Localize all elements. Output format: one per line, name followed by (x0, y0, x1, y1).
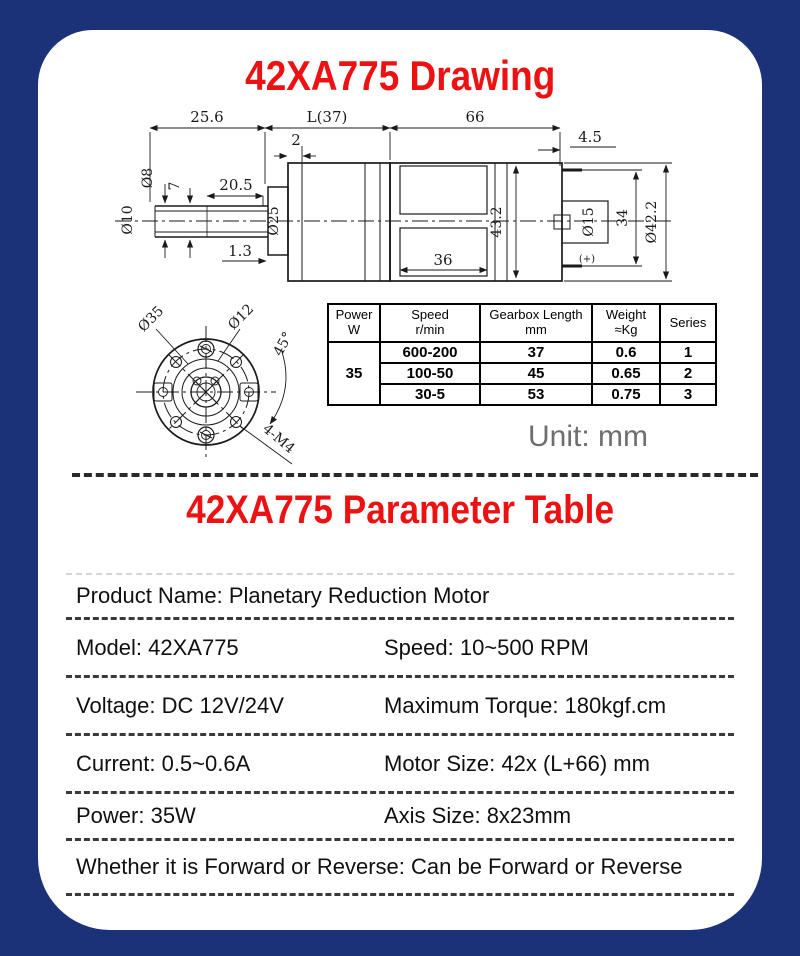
dim-34: 34 (615, 209, 631, 227)
cell-length-2: 45 (480, 363, 592, 384)
dim-d8: Ø8 (140, 167, 156, 189)
spec-table-row (328, 342, 716, 363)
param-model: Model: 42XA775 (76, 634, 239, 660)
dim-d15: Ø15 (581, 207, 597, 237)
cell-weight-1: 0.6 (592, 342, 660, 363)
dim-d35: Ø35 (135, 303, 168, 336)
dim-d25: Ø25 (266, 206, 282, 236)
param-row-model-speed (66, 620, 734, 678)
dim-L37: L(37) (306, 108, 348, 126)
dim-1-3: 1.3 (228, 242, 252, 260)
param-row-power-axissize (66, 794, 734, 841)
cell-speed-1: 600-200 (380, 342, 480, 363)
section-divider (72, 473, 758, 477)
param-motor-size: Motor Size: 42x (L+66) mm (384, 750, 650, 776)
spec-table-row (328, 363, 716, 384)
parameter-table-title (38, 488, 762, 533)
front-view (135, 301, 298, 464)
unit-label: Unit: mm (528, 420, 648, 453)
cell-series-3: 3 (660, 384, 716, 405)
param-row-voltage-torque (66, 678, 734, 736)
drawing-title-text: 42XA775 Drawing (244, 52, 556, 99)
param-voltage: Voltage: DC 12V/24V (76, 692, 284, 718)
param-row-direction (66, 841, 734, 896)
param-direction: Whether it is Forward or Reverse: Can be Forward or Reverse (76, 854, 683, 879)
dim-36: 36 (433, 251, 453, 269)
dim-d42-2: Ø42.2 (644, 200, 660, 244)
parameter-list (66, 573, 734, 896)
product-card (38, 30, 762, 930)
cell-weight-3: 0.75 (592, 384, 660, 405)
dim-66: 66 (465, 108, 485, 126)
header-gearbox-length: Gearbox Length mm (480, 304, 592, 342)
dim-45deg: 45° (270, 329, 297, 359)
motor-technical-drawing (70, 98, 710, 470)
spec-table-row (328, 384, 716, 405)
param-max-torque: Maximum Torque: 180kgf.cm (384, 692, 667, 718)
cell-series-2: 2 (660, 363, 716, 384)
dim-20-5: 20.5 (219, 176, 253, 194)
dim-4-5: 4.5 (578, 128, 602, 146)
side-view (115, 108, 672, 281)
dim-25-6: 25.6 (190, 108, 224, 126)
cell-series-1: 1 (660, 342, 716, 363)
parameter-title-text: 42XA775 Parameter Table (186, 488, 614, 532)
cell-power-value: 35 (328, 342, 380, 405)
param-product-name: Product Name: Planetary Reduction Motor (76, 583, 490, 608)
header-series: Series (660, 304, 716, 342)
drawing-title (38, 52, 762, 100)
cell-length-1: 37 (480, 342, 592, 363)
cell-weight-2: 0.65 (592, 363, 660, 384)
dim-2: 2 (291, 131, 301, 149)
dim-d10: Ø10 (120, 205, 136, 235)
spec-table (327, 303, 717, 406)
cell-speed-3: 30-5 (380, 384, 480, 405)
param-power: Power: 35W (76, 803, 196, 828)
header-speed: Speed r/min (380, 304, 480, 342)
header-weight: Weight ≈Kg (592, 304, 660, 342)
dim-4m4: 4-M4 (259, 420, 298, 457)
cell-length-3: 53 (480, 384, 592, 405)
spec-table-header-row (328, 304, 716, 342)
param-row-product-name (66, 573, 734, 620)
dim-43-2: 43.2 (489, 206, 505, 238)
dim-plus-terminal: (+) (578, 254, 596, 265)
param-current: Current: 0.5~0.6A (76, 750, 251, 776)
param-speed: Speed: 10~500 RPM (384, 634, 589, 660)
cell-speed-2: 100-50 (380, 363, 480, 384)
dim-7: 7 (167, 181, 183, 191)
param-row-current-motorsize (66, 736, 734, 794)
header-power: Power W (328, 304, 380, 342)
param-axis-size: Axis Size: 8x23mm (384, 803, 572, 828)
dim-d12: Ø12 (225, 301, 258, 334)
